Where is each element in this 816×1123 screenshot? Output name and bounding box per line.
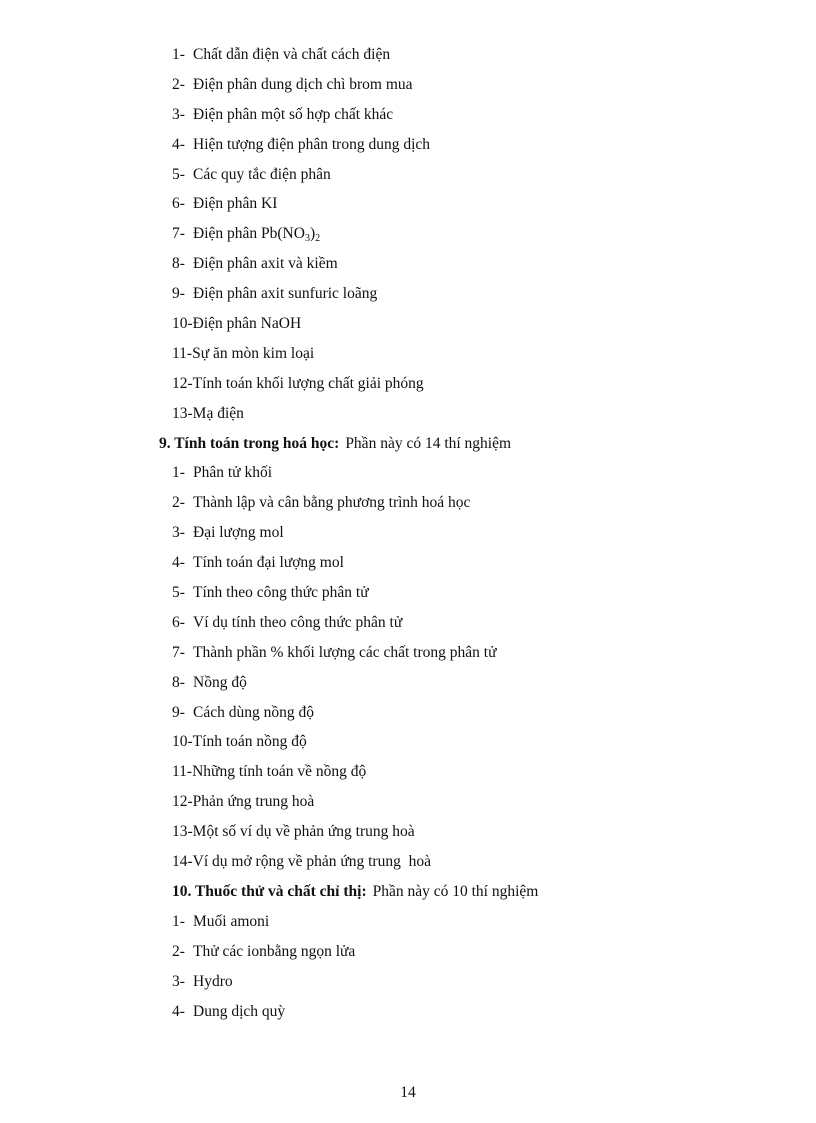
item-number: 8-: [172, 255, 185, 273]
list-item: [0, 907, 816, 937]
item-text: Ví dụ mở rộng về phản ứng trung hoà: [192, 853, 431, 871]
item-text: Tính toán đại lượng mol: [193, 554, 344, 572]
list-item: [0, 638, 816, 668]
item-number: 6-: [172, 613, 185, 631]
item-number: 7-: [172, 643, 185, 661]
list-item: [0, 578, 816, 608]
item-text: Cách dùng nồng độ: [193, 703, 314, 721]
item-text: Đại lượng mol: [193, 524, 284, 542]
list-item: [0, 369, 816, 399]
section-heading-10: [0, 877, 816, 907]
item-number: 1-: [172, 464, 185, 482]
item-text: Ví dụ tính theo công thức phân tử: [193, 613, 403, 631]
item-number: 3-: [172, 972, 185, 990]
experiment-list: [0, 40, 816, 1026]
item-text: Chất dẫn điện và chất cách điện: [193, 46, 391, 63]
item-text: Những tính toán về nồng độ: [192, 763, 367, 781]
item-text: Hydro: [193, 972, 233, 990]
item-number: 11-: [172, 344, 193, 362]
item-number: 8-: [172, 673, 185, 691]
item-number: 4-: [172, 554, 185, 572]
list-item: [0, 787, 816, 817]
item-number: 12-: [172, 793, 193, 811]
item-text: Tính toán nồng độ: [192, 733, 307, 751]
list-item: [0, 160, 816, 190]
item-text: Thành lập và cân bằng phương trình hoá học: [193, 494, 471, 512]
list-item: [0, 130, 816, 160]
section-description: Phần này có 10 thí nghiệm: [372, 882, 539, 900]
item-number: 12-: [172, 374, 193, 392]
item-text: Nồng độ: [193, 673, 247, 691]
list-item: [0, 518, 816, 548]
item-text: [193, 225, 321, 245]
formula-subscript: 2: [315, 233, 321, 245]
formula-subscript: 3: [304, 233, 310, 245]
item-text: Hiện tượng điện phân trong dung dịch: [193, 135, 431, 153]
item-number: 3-: [172, 524, 185, 542]
item-text: Điện phân dung dịch chì brom mua: [193, 75, 413, 93]
item-text: Mạ điện: [192, 404, 244, 422]
item-text: Tính theo công thức phân tử: [193, 584, 369, 602]
list-item: [0, 997, 816, 1027]
item-text: Điện phân axit và kiềm: [193, 255, 338, 273]
item-text: Một số ví dụ về phản ứng trung hoà: [192, 823, 415, 841]
list-item: [0, 727, 816, 757]
list-item: [0, 279, 816, 309]
list-item: [0, 488, 816, 518]
list-item: [0, 309, 816, 339]
list-item: [0, 100, 816, 130]
item-text: Điện phân KI: [193, 195, 278, 213]
item-text: Thử các ionbằng ngọn lửa: [193, 942, 356, 960]
item-number: 5-: [172, 584, 185, 602]
list-item: [0, 189, 816, 219]
item-number: 7-: [172, 225, 185, 243]
list-item: [0, 668, 816, 698]
formula-paren: ): [309, 225, 316, 243]
item-number: 11-: [172, 763, 193, 781]
section-heading-9: [0, 429, 816, 459]
item-number: 2-: [172, 494, 185, 512]
item-number: 5-: [172, 165, 185, 183]
item-number: 3-: [172, 105, 185, 123]
list-item: [0, 249, 816, 279]
list-item: [0, 548, 816, 578]
item-text: Thành phần % khối lượng các chất trong phân tử: [193, 643, 497, 661]
item-number: 4-: [172, 135, 185, 153]
list-item: [0, 608, 816, 638]
item-number: 4-: [172, 1002, 185, 1020]
list-item: [0, 698, 816, 728]
item-text: Phản ứng trung hoà: [192, 793, 315, 811]
item-number: 9-: [172, 285, 185, 303]
list-item: [0, 847, 816, 877]
item-text: Các quy tắc điện phân: [193, 165, 331, 183]
item-text: Phân tử khối: [193, 464, 273, 482]
item-text: Tính toán khối lượng chất giải phóng: [192, 374, 424, 392]
item-number: 10-: [172, 315, 193, 333]
list-item: [0, 40, 816, 70]
formula-prefix: Điện phân Pb(NO: [193, 225, 305, 243]
item-number: 1-: [172, 46, 185, 63]
item-number: 1-: [172, 912, 185, 930]
item-number: 14-: [172, 853, 193, 871]
item-number: 10-: [172, 733, 193, 751]
item-number: 13-: [172, 823, 193, 841]
list-item: [0, 219, 816, 249]
section-title: 10. Thuốc thử và chất chỉ thị:: [172, 882, 367, 900]
list-item: [0, 399, 816, 429]
list-item: [0, 70, 816, 100]
item-text: Điện phân NaOH: [192, 315, 302, 333]
section-title: 9. Tính toán trong hoá học:: [159, 434, 340, 452]
item-text: Điện phân axit sunfuric loãng: [193, 285, 378, 303]
item-number: 9-: [172, 703, 185, 721]
item-text: Sự ăn mòn kim loại: [192, 344, 315, 362]
item-text: Dung dịch quỳ: [193, 1002, 286, 1020]
item-text: Điện phân một số hợp chất khác: [193, 105, 394, 123]
item-number: 6-: [172, 195, 185, 213]
item-number: 2-: [172, 942, 185, 960]
section-description: Phần này có 14 thí nghiệm: [345, 434, 512, 452]
list-item: [0, 339, 816, 369]
list-item: [0, 817, 816, 847]
item-text: Muối amoni: [193, 912, 270, 930]
item-number: 2-: [172, 75, 185, 93]
list-item: [0, 458, 816, 488]
list-item: [0, 967, 816, 997]
list-item: [0, 757, 816, 787]
page-number: 14: [400, 1084, 416, 1101]
item-number: 13-: [172, 404, 193, 422]
list-item: [0, 937, 816, 967]
